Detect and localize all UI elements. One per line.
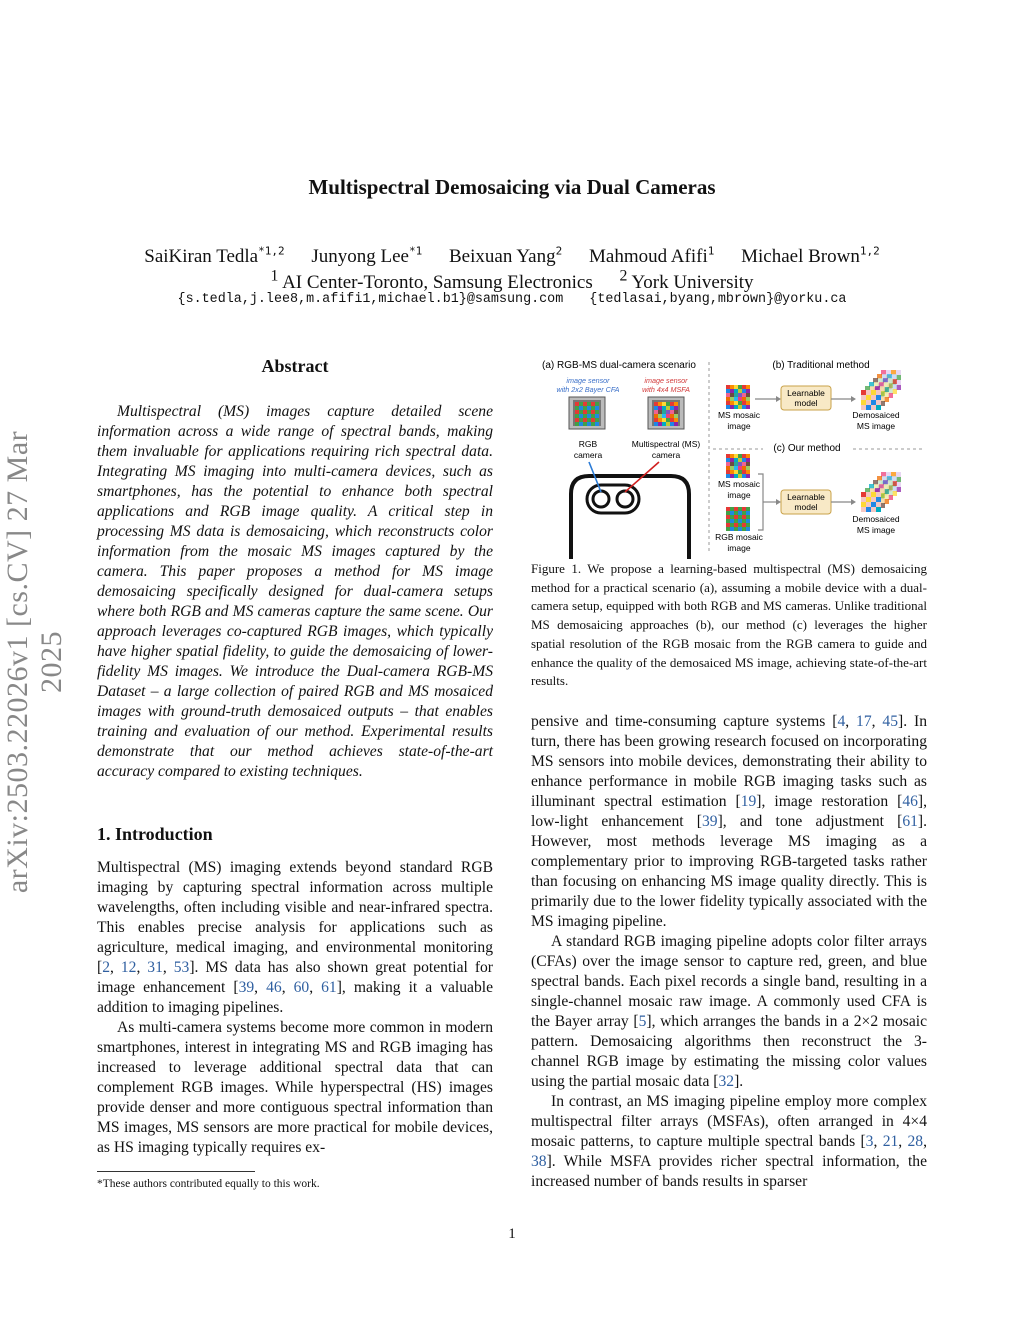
mosaic-cell [658,414,662,418]
mosaic-cell [726,470,730,474]
demosaiced-label: Demosaiced [852,410,900,420]
author: SaiKiran Tedla$^{*1,2}$ [144,245,285,268]
mosaic-cell [595,418,599,422]
mosaic-cell [654,414,658,418]
mosaic-cell [730,385,734,389]
mosaic-cell [738,474,742,478]
mosaic-cell [730,454,734,458]
stack-cell [861,395,866,400]
ms-lens-icon [617,491,633,507]
citation-link[interactable]: 46 [902,793,918,810]
mosaic-cell [742,393,746,397]
mosaic-cell [726,405,730,409]
stack-cell [866,497,871,502]
mosaic-cell [662,418,666,422]
stack-cell [876,400,881,405]
mosaic-cell [666,422,670,426]
paper-title: Multispectral Demosaicing via Dual Cameras [308,175,716,199]
mosaic-cell [738,389,742,393]
citation-link[interactable]: 19 [740,793,757,810]
mosaic-cell [734,385,738,389]
mosaic-cell [726,523,730,527]
mosaic-cell [662,410,666,414]
mosaic-cell [742,515,746,519]
bayer-pattern [575,402,599,426]
mosaic-cell [587,406,591,410]
msfa-pattern [654,402,678,426]
mosaic-cell [734,523,738,527]
mosaic-cell [583,414,587,418]
mosaic-cell [670,402,674,406]
mosaic-cell [583,410,587,414]
mosaic-cell [726,527,730,531]
demosaiced-label: Demosaiced [852,514,900,524]
mosaic-cell [579,402,583,406]
mosaic-cell [734,511,738,515]
mosaic-cell [730,405,734,409]
mosaic-cell [591,418,595,422]
mosaic-cell [734,527,738,531]
mosaic-cell [595,406,599,410]
mosaic-cell [662,402,666,406]
email-samsung[interactable]: {s.tedla,j.lee8,m.afifi1,michael.b1}@samsung.com [177,292,564,307]
stack-cell [876,492,881,497]
mosaic-cell [595,422,599,426]
mosaic-cell [730,397,734,401]
mosaic-cell [742,397,746,401]
mosaic-cell [738,454,742,458]
rgb-mosaic-label: RGB mosaic [715,532,763,542]
ms-mosaic-image [726,385,750,409]
footnote: *These authors contributed equally to this work. [97,1178,320,1190]
mosaic-cell [746,401,750,405]
arrow-head [776,396,781,402]
body-paragraph: pensive and time-consuming capture systems [4, 17, 45]. In turn, there has been growing research focused on incorporating MS sensors into mobile devices, demonstrating their ability to enhance performance in mobile RGB imaging tasks such as illuminant spectral estimation [19], image restoration [46], low-light enhancement [39], and tone adjustment [61]. However, most methods leverage MS imaging as a complementary prior to improving RGB-targeted tasks rather than focusing on enhancing MS image quality directly. This is primarily due to the lower fidelity typically associated with the MS imaging pipeline. [531,713,928,930]
mosaic-cell [654,422,658,426]
ms-mosaic-label: image [727,421,751,431]
mosaic-cell [742,523,746,527]
mosaic-cell [734,389,738,393]
mosaic-cell [726,458,730,462]
rgb-mosaic-image [726,507,750,531]
mosaic-cell [738,405,742,409]
mosaic-cell [579,414,583,418]
mosaic-cell [579,418,583,422]
mosaic-cell [579,410,583,414]
citation-link[interactable]: 2 [102,959,110,976]
mosaic-cell [742,401,746,405]
mosaic-cell [730,393,734,397]
mosaic-cell [730,474,734,478]
mosaic-cell [730,470,734,474]
citation-link[interactable]: 31 [147,959,163,976]
mosaic-cell [730,527,734,531]
mosaic-cell [662,406,666,410]
mosaic-cell [742,474,746,478]
footnote-rule [97,1171,255,1172]
citation-link[interactable]: 53 [173,959,190,976]
citation-link[interactable]: 32 [718,1073,735,1090]
stack-cell [866,507,871,512]
mosaic-cell [587,418,591,422]
citation-link[interactable]: 60 [293,979,310,996]
demosaiced-label: MS image [856,525,896,535]
mosaic-cell [666,410,670,414]
section-heading-introduction: 1. Introduction [97,824,213,844]
mosaic-cell [726,385,730,389]
mosaic-cell [726,507,730,511]
stack-cell [866,492,871,497]
mosaic-cell [730,466,734,470]
body-paragraph: A standard RGB imaging pipeline adopts color filter arrays (CFAs) over the image sensor to capture red, green, and blue spectral bands. Each pixel records a single band, resulting in a single-channel mosaic raw image. A commonly used CFA is the Bayer array [5], which arranges the bands in a 2×2 mosaic pattern. Demosaicing algorithms then reconstruct the 3-channel RGB image by estimating the missing color values using the partial mosaic data [32]. [531,933,927,1090]
mosaic-cell [730,458,734,462]
intro-body [97,858,493,1158]
stack-cell [861,492,866,497]
mosaic-cell [575,414,579,418]
stack-cell [876,507,881,512]
email-yorku[interactable]: {tedlasai,byang,mbrown}@yorku.ca [589,292,847,307]
stack-cell [861,390,866,395]
mosaic-cell [746,462,750,466]
mosaic-cell [734,397,738,401]
mosaic-cell [738,470,742,474]
mosaic-cell [738,511,742,515]
mosaic-cell [587,410,591,414]
mosaic-cell [595,410,599,414]
mosaic-cell [746,511,750,515]
author: Michael Brown$^{1,2}$ [741,245,880,268]
mosaic-cell [575,410,579,414]
mosaic-cell [726,389,730,393]
stack-cell [871,497,876,502]
mosaic-cell [730,519,734,523]
page-number: 1 [508,1226,516,1242]
demosaiced-ms-stack [861,472,901,512]
ms-mosaic-label: MS mosaic [717,479,761,489]
mosaic-cell [730,507,734,511]
mosaic-cell [726,397,730,401]
mosaic-cell [666,402,670,406]
mosaic-cell [654,402,658,406]
mosaic-cell [738,458,742,462]
mosaic-cell [662,414,666,418]
mosaic-cell [579,406,583,410]
intro-paragraph-2: As multi-camera systems become more common in modern smartphones, interest in integrating MS and RGB imaging has increased to leverage additional spectral data that can complement RGB images. While hyperspectral (HS) images provide denser and more contiguous spectral information than MS images, MS sensors are more practical for mobile devices, as HS imaging typically requires ex- [97,1019,493,1156]
mosaic-cell [674,410,678,414]
mosaic-cell [575,406,579,410]
rgb-sensor-label: image sensor [566,376,610,385]
citation-link[interactable]: 61 [321,979,337,996]
ms-sensor-label: with 4x4 MSFA [642,385,690,394]
citation-link[interactable]: 39 [701,813,718,830]
mosaic-cell [726,466,730,470]
mosaic-cell [738,401,742,405]
mosaic-cell [670,410,674,414]
email-list [0,292,1024,307]
stack-cell [871,395,876,400]
mosaic-cell [591,422,595,426]
learnable-model-label: Learnable [787,492,825,502]
mosaic-cell [579,422,583,426]
citation-link[interactable]: 21 [882,1133,899,1150]
arxiv-stamp: arXiv:2503.22026v1 [cs.CV] 27 Mar 2025 [1,430,68,894]
mosaic-cell [654,410,658,414]
stack-cell [861,507,866,512]
mosaic-cell [734,454,738,458]
mosaic-cell [734,507,738,511]
stack-cell [876,497,881,502]
mosaic-cell [575,418,579,422]
rgb-sensor-chip [569,397,605,429]
panel-a-label: (a) RGB-MS dual-camera scenario [542,360,696,371]
figure-1 [531,354,927,559]
mosaic-cell [730,462,734,466]
mosaic-cell [746,389,750,393]
mosaic-cell [742,527,746,531]
citation-link[interactable]: 17 [856,713,872,730]
ms-sensor-chip [648,397,684,429]
mosaic-cell [674,406,678,410]
rgb-camera-label: camera [573,450,603,460]
demosaiced-label: MS image [856,421,896,431]
mosaic-cell [742,507,746,511]
mosaic-cell [583,422,587,426]
mosaic-cell [742,470,746,474]
abstract-body [97,402,493,782]
mosaic-cell [742,405,746,409]
mosaic-cell [746,523,750,527]
mosaic-cell [662,422,666,426]
mosaic-cell [674,402,678,406]
mosaic-cell [726,462,730,466]
mosaic-cell [575,402,579,406]
mosaic-cell [726,393,730,397]
mosaic-cell [730,401,734,405]
stack-cell [861,497,866,502]
mosaic-cell [595,402,599,406]
mosaic-cell [738,507,742,511]
citation-link[interactable]: 5 [638,1013,647,1030]
stack-cell [866,400,871,405]
mosaic-cell [746,454,750,458]
mosaic-cell [734,515,738,519]
mosaic-cell [591,410,595,414]
abstract-text: Multispectral (MS) images capture detailed scene information across a wide range of spectral bands, making them invaluable for applications requiring rich spectral data. Integrating MS imaging into multi-camera devices, such as smartphones, has the potential to enhance both spectral applications and RGB image quality. A critical step in processing MS data is demosaicing, which reconstructs color information from the mosaic MS images captured by the camera. This paper proposes a method for MS image demosaicing specifically designed for dual-camera setups where both RGB and MS cameras capture the same scene. Our approach leverages co-captured RGB images, which typically have higher spatial fidelity, to guide the demosaicing of lower-fidelity MS images. We introduce the Dual-camera RGB-MS Dataset – a large collection of paired RGB and MS mosaiced images with ground-truth demosaiced outputs – that enables training and evaluation of our method. Experimental results demonstrate that our method achieves state-of-the-art accuracy compared to existing techniques. [97,403,493,780]
mosaic-cell [654,406,658,410]
figure-1-caption: Figure 1. We propose a learning-based multispectral (MS) demosaicing method for a practical scenario (a), assuming a mobile device with a dual-camera setup, equipped with both RGB and MS cameras. Unlike traditional MS demosaicing approaches (b), our method (c) leverages the higher spatial resolution of the RGB mosaic from the RGB camera to guide and enhance the quality of the demosaiced MS image, achieving state-of-the-art results. [531,561,927,689]
mosaic-cell [734,393,738,397]
ms-mosaic-image [726,454,750,478]
mosaic-cell [670,418,674,422]
mosaic-cell [746,458,750,462]
mosaic-cell [746,474,750,478]
mosaic-cell [583,418,587,422]
stack-cell [871,390,876,395]
learnable-model-label: Learnable [787,388,825,398]
mosaic-cell [734,474,738,478]
learnable-model-label: model [794,502,818,512]
mosaic-cell [742,458,746,462]
mosaic-cell [726,511,730,515]
stack-cell [861,400,866,405]
ms-camera-label: camera [651,450,681,460]
affiliation: $^2$ York University [619,268,754,294]
mosaic-cell [587,422,591,426]
citation-link[interactable]: 39 [238,979,255,996]
abstract-heading: Abstract [261,356,329,376]
mosaic-cell [658,406,662,410]
mosaic-cell [666,414,670,418]
mosaic-cell [738,466,742,470]
citation-link[interactable]: 45 [882,713,899,730]
mosaic-cell [742,519,746,523]
citation-link[interactable]: 4 [837,713,846,730]
stack-cell [866,390,871,395]
mosaic-cell [738,397,742,401]
citation-link[interactable]: 12 [120,959,137,976]
stack-cell [866,502,871,507]
mosaic-cell [742,454,746,458]
mosaic-cell [666,418,670,422]
mosaic-cell [734,401,738,405]
mosaic-cell [658,402,662,406]
mosaic-cell [746,393,750,397]
mosaic-cell [666,406,670,410]
mosaic-cell [591,414,595,418]
stack-cell [876,390,881,395]
stack-cell [866,395,871,400]
demosaiced-ms-stack [861,370,901,410]
mosaic-cell [583,406,587,410]
mosaic-cell [734,470,738,474]
mosaic-cell [583,402,587,406]
learnable-model-label: model [794,398,818,408]
author: Mahmoud Afifi$^1$ [589,245,715,268]
mosaic-cell [591,406,595,410]
mosaic-cell [670,406,674,410]
mosaic-cell [738,523,742,527]
citation-link[interactable]: 61 [902,813,918,830]
mosaic-cell [674,414,678,418]
author: Beixuan Yang$^2$ [449,245,563,268]
arrow-head [851,499,856,505]
mosaic-cell [730,523,734,527]
mosaic-cell [726,519,730,523]
mosaic-cell [738,527,742,531]
mosaic-cell [742,511,746,515]
mosaic-cell [734,519,738,523]
mosaic-cell [654,418,658,422]
mosaic-cell [726,454,730,458]
ms-mosaic-label: image [727,490,751,500]
ms-camera-label: Multispectral (MS) [631,439,701,449]
mosaic-cell [742,389,746,393]
arrow-head [851,396,856,402]
rgb-lens-icon [593,491,609,507]
panel-c-label: (c) Our method [773,443,841,454]
citation-link[interactable]: 38 [531,1153,547,1170]
mosaic-cell [746,385,750,389]
mosaic-cell [674,418,678,422]
mosaic-cell [746,519,750,523]
mosaic-cell [595,414,599,418]
citation-link[interactable]: 46 [266,979,282,996]
ms-mosaic-label: MS mosaic [717,410,761,420]
mosaic-cell [738,519,742,523]
ms-sensor-label: image sensor [644,376,688,385]
mosaic-cell [730,515,734,519]
body-paragraph: In contrast, an MS imaging pipeline employ more complex multispectral filter arrays (MSFAs), often arranged in 4×4 mosaic patterns, to capture multiple spectral bands [3, 21, 28, 38]. While MSFA provides richer spectral information, the increased number of bands results in sparser [531,1093,927,1190]
mosaic-cell [591,402,595,406]
mosaic-cell [658,418,662,422]
mosaic-cell [658,410,662,414]
stack-cell [871,502,876,507]
mosaic-cell [738,462,742,466]
stack-cell [871,507,876,512]
rgb-camera-label: RGB [578,439,598,449]
panel-b-label: (b) Traditional method [772,360,870,371]
mosaic-cell [726,401,730,405]
citation-link[interactable]: 28 [907,1133,924,1150]
mosaic-cell [734,405,738,409]
author: Junyong Lee$^{*1}$ [311,245,423,268]
affiliation-list [0,264,1024,295]
mosaic-cell [742,385,746,389]
affiliation: $^1$ AI Center-Toronto, Samsung Electronics [270,268,593,294]
stack-cell [871,400,876,405]
mosaic-cell [734,458,738,462]
mosaic-cell [734,462,738,466]
mosaic-cell [734,466,738,470]
mosaic-cell [746,397,750,401]
right-column-body [531,712,927,1192]
mosaic-cell [746,470,750,474]
mosaic-cell [746,466,750,470]
stack-cell [876,395,881,400]
mosaic-cell [742,466,746,470]
mosaic-cell [738,385,742,389]
mosaic-cell [670,414,674,418]
mosaic-cell [730,511,734,515]
mosaic-cell [670,422,674,426]
citation-link[interactable]: 3 [865,1133,874,1150]
mosaic-cell [587,402,591,406]
intro-paragraph-1: Multispectral (MS) imaging extends beyond standard RGB imaging by capturing spectral information across multiple wavelengths, often including visible and near-infrared spectra. This enables precise analysis for applications such as agriculture, medical imaging, and environmental monitoring [2, 12, 31, 53]. MS data has also shown great potential for image enhancement [39, 46, 60, 61], making it a valuable addition to imaging pipelines. [97,859,494,1016]
mosaic-cell [658,422,662,426]
arrow-head [776,499,781,505]
rgb-mosaic-label: image [727,543,751,553]
stack-cell [876,502,881,507]
mosaic-cell [738,393,742,397]
mosaic-cell [726,474,730,478]
mosaic-cell [730,389,734,393]
stack-cell [861,502,866,507]
mosaic-cell [746,527,750,531]
rgb-sensor-label: with 2x2 Bayer CFA [556,385,620,394]
mosaic-cell [674,422,678,426]
mosaic-cell [738,515,742,519]
mosaic-cell [746,507,750,511]
mosaic-cell [746,515,750,519]
mosaic-cell [726,515,730,519]
mosaic-cell [575,422,579,426]
mosaic-cell [587,414,591,418]
mosaic-cell [746,405,750,409]
mosaic-cell [742,462,746,466]
stack-cell [871,492,876,497]
